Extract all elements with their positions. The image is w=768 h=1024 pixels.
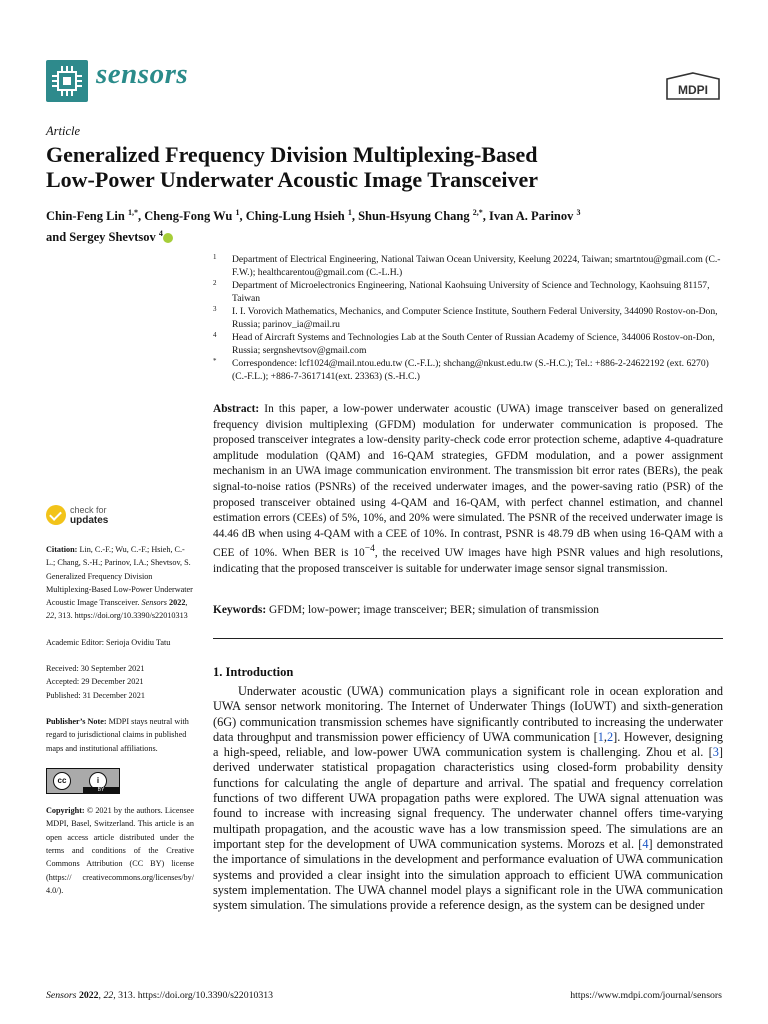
section-heading: 1. Introduction xyxy=(213,665,294,679)
checkmark-icon xyxy=(46,505,66,525)
citation-journal: Sensors xyxy=(141,598,167,608)
journal-logo-icon xyxy=(46,60,88,102)
affiliation-mark: 1 xyxy=(213,253,217,261)
author-list: Chin-Feng Lin $^{1,*}$, Cheng-Fong Wu $^1$, Ching-Lung Hsieh $^1$, Shun-Hsyung Chang $^{2,*}$, Ivan A. Parinov $^3$ and Sergey Shevtsov $^4$ xyxy=(46,208,581,245)
cc-by-license-icon[interactable] xyxy=(46,768,120,794)
citation-year: 2022 xyxy=(169,598,186,608)
author-affil-mark: 2,* xyxy=(472,208,483,217)
footer-year: 2022 xyxy=(78,990,99,1001)
publisher-logo xyxy=(666,72,720,100)
affiliation-item xyxy=(213,305,723,331)
check-for-updates-label xyxy=(70,505,130,526)
check-line-2: updates xyxy=(70,515,109,526)
author-affil-mark: 1,* xyxy=(127,208,138,217)
article-sidebar xyxy=(46,543,194,910)
citation-volume: 22 xyxy=(46,611,55,621)
published-date: Published: 31 December 2021 xyxy=(46,690,145,700)
publisher-note-label: Publisher’s Note: xyxy=(46,716,107,726)
academic-editor: Academic Editor: Serioja Ovidiu Tatu xyxy=(46,637,171,647)
accepted-date: Accepted: 29 December 2021 xyxy=(46,677,144,687)
affiliation-item xyxy=(213,279,723,305)
intro-text: ] derived underwater statistical propagation characteristics using closed-form probability density functions for calculating the angle of departure and arrival. The spatial and frequency correlation functions of two different UWA propagation paths were explored. The UWA signal attenuation was found to increase with increasing signal frequency. The underwater channel offers time-varying multipath propagation, and the acoustic wave has a low transmission speed. The simulations are an important step for the development of UWA communication systems. Morozs et al. [ xyxy=(213,745,723,851)
copyright-label: Copyright: xyxy=(46,806,85,816)
attribution-icon: i xyxy=(89,772,107,790)
copyright xyxy=(46,804,194,897)
author-affil-mark: 3 xyxy=(576,208,581,217)
footer-journal: Sensors xyxy=(46,990,77,1001)
author-name[interactable]: Cheng-Fong Wu xyxy=(144,209,233,224)
publisher-note-text: MDPI stays neutral with regard to jurisdictional claims in published maps and institutional affiliations. xyxy=(46,716,189,753)
author-affil-mark: 4 xyxy=(158,229,163,239)
abstract-text-end: , the received UW images have high PSNR values and high resolutions, indicating that the proposed transceiver is suitable for underwater image sensor signal transmission. xyxy=(213,547,724,575)
orcid-icon[interactable] xyxy=(163,233,173,243)
author-name[interactable]: Ivan A. Parinov xyxy=(488,209,574,224)
abstract xyxy=(213,402,723,577)
affiliation-text: Head of Aircraft Systems and Technologies Lab at the South Center of Russian Academy of Science, 344006 Rostov-on-Don, Russia; sergnshevtsov@gmail.com xyxy=(232,332,715,356)
affiliation-text: Department of Microelectronics Engineering, National Kaohsuing University of Science and Technology, Kaohsuing 81157, Taiwan xyxy=(232,280,710,304)
journal-name: sensors xyxy=(96,58,189,90)
footer-doi[interactable]: , 313. https://doi.org/10.3390/s22010313 xyxy=(113,990,274,1001)
author-name[interactable]: Chin-Feng Lin xyxy=(46,209,125,224)
footer-journal-url[interactable]: https://www.mdpi.com/journal/sensors xyxy=(570,990,722,1001)
affiliation-text: I. I. Vorovich Mathematics, Mechanics, and Computer Science Institute, Southern Federal University, 344090 Rostov-on-Don, Russia; parinov_ia@mail.ru xyxy=(232,306,718,330)
affiliation-mark: 3 xyxy=(213,305,217,313)
cc-icon: cc xyxy=(53,772,71,790)
reference-link[interactable]: 1 xyxy=(597,729,604,744)
author-name[interactable]: Ching-Lung Hsieh xyxy=(245,209,345,224)
author-name[interactable]: Shun-Hsyung Chang xyxy=(358,209,470,224)
citation-label: Citation: xyxy=(46,545,78,554)
citation: Citation: Lin, C.-F.; Wu, C.-F.; Hsieh, C.-L.; Chang, S.-H.; Parinov, I.A.; Shevtsov, S. Generalized Frequency Division Multiplexing-Based Low-Power Underwater Acoustic Image Transceiver. Sensors 2022, 22, 313. https://doi.org/10.3390/s22010313 xyxy=(46,545,193,621)
reference-link[interactable]: 3 xyxy=(712,745,719,760)
section-divider xyxy=(213,638,723,639)
affiliation-text: Department of Electrical Engineering, National Taiwan Ocean University, Keelung 20224, Taiwan; smartntou@gmail.com (C.-F.W.); healthcarentou@gmail.com (C.-L.H.) xyxy=(232,254,721,278)
citation-text: Lin, C.-F.; Wu, C.-F.; Hsieh, C.-L.; Chang, S.-H.; Parinov, I.A.; Shevtsov, S. Generalized Frequency Division Multiplexing-Based Low-Power Underwater Acoustic Image Transceiver. xyxy=(46,545,193,608)
abstract-text: In this paper, a low-power underwater acoustic (UWA) image transceiver based on generalized frequency division multiplexing (GFDM) modulation for underwater communication is proposed. The proposed transceiver integrates a low-density parity-check code error protection scheme, adaptive 4-quadrature amplitude modulation (QAM) and 16-QAM strategies, GFDM modulation, and a power assignment mechanism in an UWA image communication environment. The transmission bit error rates (BERs), the peak signal-to-noise ratios (PSNRs) of the received underwater images, and the power-saving ratio (PSR) of the proposed transceiver obtained using 4-QAM and 16-QAM, with perfect channel estimation, and channel estimation errors (CEEs) of 5%, 10%, and 20% were simulated. The PSNR of the received underwater image is 44.46 dB when using 4-QAM with a CEE of 10%. In contrast, PSNR is 48.79 dB when using 16-QAM with a CEE of 10%. When BER is 10 xyxy=(213,403,723,560)
reference-link[interactable]: 4 xyxy=(642,836,649,851)
intro-text: ]. However, designing a high-speed, reliable, and low-power UWA communication system is challenging. Zhou et al. [ xyxy=(213,729,723,760)
publisher-note xyxy=(46,715,194,755)
affiliation-mark: 2 xyxy=(213,279,217,287)
intro-text: Underwater acoustic (UWA) communication plays a significant role in ocean exploration and UWA sensor network monitoring. The Internet of Underwater Things (IoUWT) and sixth-generation (6G) communication transmission schemes have significantly contributed to increasing the underwater data throughput and transmission power efficiency of UWA communication [ xyxy=(213,684,723,744)
keywords-text: GFDM; low-power; image transceiver; BER; simulation of transmission xyxy=(269,604,599,616)
affiliation-mark: * xyxy=(213,357,217,365)
affiliation-mark: 4 xyxy=(213,331,217,339)
dates xyxy=(46,662,194,702)
reference-link[interactable]: 2 xyxy=(606,729,614,744)
footer-volume: 22 xyxy=(103,990,114,1001)
page-title xyxy=(46,142,686,192)
copyright-text: © 2021 by the authors. Licensee MDPI, Basel, Switzerland. This article is an open access article distributed under the terms and conditions of the Creative Commons Attribution (CC BY) license (https:// creativecommons.org/licenses/by/ 4.0/). xyxy=(46,806,194,895)
abstract-exponent: −4 xyxy=(364,544,375,555)
intro-text: ] demonstrated the importance of simulations in the development and performance evaluation of UWA communication systems and provided a clear insight into the simulation approach to efficient UWA communication system implementation. The UWA channel model plays a significant role in the UWA communication system simulation. The simulations provide a reference design, as the system can be designed under xyxy=(213,836,723,913)
title-line-1: Generalized Frequency Division Multiplexing-Based xyxy=(46,142,538,167)
author-affil-mark: 1 xyxy=(235,208,240,217)
check-line-1: check for xyxy=(70,505,107,515)
author-affil-mark: 1 xyxy=(347,208,352,217)
received-date: Received: 30 September 2021 xyxy=(46,664,145,674)
correspondence xyxy=(213,357,723,383)
publisher-name: MDPI xyxy=(678,83,708,97)
title-line-2: Low-Power Underwater Acoustic Image Transceiver xyxy=(46,167,539,192)
cc-by-label: BY xyxy=(83,787,119,793)
affiliation-item xyxy=(213,331,723,357)
affiliations xyxy=(213,253,723,383)
citation-doi[interactable]: , 313. https://doi.org/10.3390/s22010313 xyxy=(54,611,188,621)
affiliation-item xyxy=(213,253,723,279)
intro-paragraph: Underwater acoustic (UWA) communication plays a significant role in ocean exploration and UWA sensor network monitoring. The Internet of Underwater Things (IoUWT) and sixth-generation (6G) communication transmission schemes have significantly contributed to increasing the underwater data throughput and transmission power efficiency of UWA communication [1,2]. However, designing a high-speed, reliable, and low-power UWA communication system is challenging. Zhou et al. [3] derived underwater statistical propagation characteristics using closed-form probability density functions for calculating the angle of departure and arrival. The spatial and frequency correlation functions of two different UWA propagation paths were explored. The UWA signal attenuation was found to increase with increasing signal frequency. The underwater channel offers time-varying multipath propagation, and the acoustic wave has a low transmission speed. The simulations are an important step for the development of UWA communication systems. Morozs et al. [4] demonstrated the importance of simulations in the development and performance evaluation of UWA communication systems and provided a clear insight into the simulation approach to efficient UWA communication system implementation. The UWA channel model plays a significant role in the UWA communication system simulation. The simulations provide a reference design, as the system can be designed under xyxy=(213,684,723,913)
author-name[interactable]: and Sergey Shevtsov xyxy=(46,230,156,245)
correspondence-text: Correspondence: lcf1024@mail.ntou.edu.tw (C.-F.L.); shchang@nkust.edu.tw (S.-H.C.); Tel.: +886-2-24622192 (ext. 6270) (C.-F.L.); +886-7-3617141(ext. 23363) (S.-H.C.) xyxy=(232,358,709,382)
article-type: Article xyxy=(46,124,81,138)
abstract-label: Abstract: xyxy=(213,403,260,415)
keywords-label: Keywords: xyxy=(213,604,267,616)
keywords xyxy=(213,603,723,618)
footer-citation: Sensors 2022, 22, 313. https://doi.org/10.3390/s22010313 xyxy=(46,990,274,1001)
